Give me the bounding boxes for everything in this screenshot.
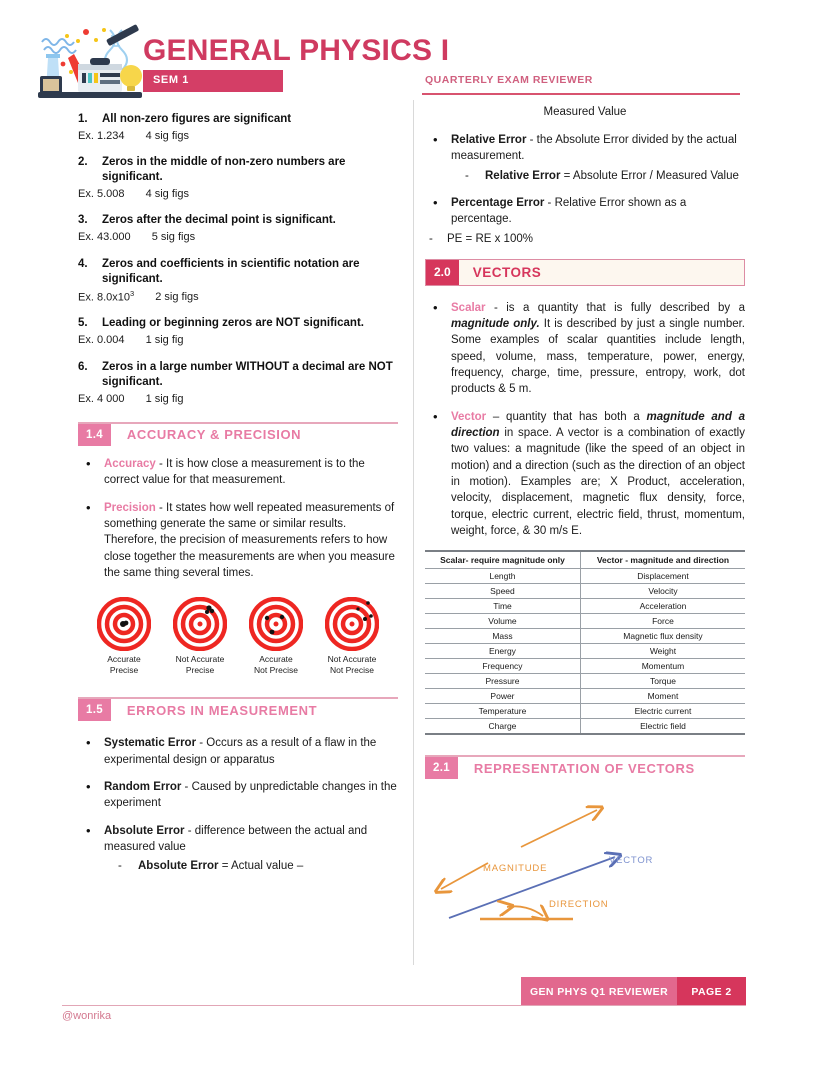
- cell-vector: Electric current: [580, 704, 745, 719]
- example-label: Ex.: [78, 188, 94, 201]
- section-header: [78, 699, 398, 721]
- sig-fig-rule: [78, 257, 398, 305]
- section-header: [78, 424, 398, 446]
- target-icon: [249, 597, 303, 651]
- scalar-text-b: It is described by just a single number. Some examples of scalar quantities include length, speed, volume, mass, temperature, power, energy, frequency, charge, time, pressure, entropy, work, dot products & 5 m.: [451, 317, 746, 396]
- vector-emphasis: magnitude and a direction: [451, 410, 745, 439]
- rule-number: 3.: [78, 214, 88, 227]
- item-text: the Absolute Error divided by the actual measurement.: [451, 134, 737, 163]
- cell-vector: Acceleration: [580, 599, 745, 614]
- item-text: Occurs as a result of a flaw in the experimental design or apparatus: [104, 737, 377, 766]
- section-header: [425, 757, 745, 779]
- example-figs: 4 sig figs: [145, 129, 189, 142]
- footer-reviewer-text: GEN PHYS Q1 REVIEWER: [529, 985, 669, 998]
- continued-text: Measured Value: [543, 106, 627, 118]
- sub-term: Absolute Error: [138, 860, 219, 873]
- example-label: Ex.: [78, 129, 94, 142]
- example-figs: 1 sig fig: [145, 334, 184, 347]
- item-text: difference between the actual and measured value: [104, 824, 368, 854]
- example-value: 1.234: [96, 129, 125, 142]
- example-label: Ex.: [78, 231, 94, 244]
- target-caption-line2: Precise: [185, 664, 215, 675]
- column-divider: [413, 100, 414, 965]
- sig-fig-rule: [78, 155, 398, 201]
- rule-text: Zeros after the decimal point is significant.: [102, 214, 336, 227]
- sub-text: = Absolute Error / Measured Value: [560, 169, 739, 182]
- cell-vector: Displacement: [580, 569, 745, 584]
- target-caption-line1: Not Accurate: [327, 654, 377, 665]
- term-precision: Precision: [104, 501, 156, 514]
- rule-example: [78, 230, 398, 244]
- term-relative-error: Relative Error: [451, 134, 527, 146]
- accuracy-precision-list: [78, 456, 398, 581]
- target-caption-line2: Precise: [109, 664, 139, 675]
- errors-list: [78, 735, 398, 874]
- example-value: 43.000: [96, 231, 131, 244]
- footer-reviewer-label: [521, 977, 677, 1006]
- term-accuracy: Accuracy: [104, 457, 156, 470]
- table-header-row: [425, 551, 745, 569]
- list-item: [78, 735, 398, 768]
- section-title: ACCURACY & PRECISION: [126, 427, 302, 443]
- item-text: It is how close a measurement is to the correct value for that measurement.: [104, 457, 365, 487]
- cell-scalar: Pressure: [425, 674, 580, 689]
- target-icon: [173, 597, 227, 651]
- vector-text-a: quantity that has both a: [506, 410, 647, 423]
- cell-vector: Velocity: [580, 584, 745, 599]
- scalar-emphasis: magnitude only.: [451, 317, 540, 330]
- section-number-badge: 2.1: [425, 757, 458, 779]
- cell-vector: Weight: [580, 644, 745, 659]
- term-separator: -: [181, 781, 192, 794]
- list-item: [425, 195, 745, 228]
- cell-vector: Torque: [580, 674, 745, 689]
- example-value: 0.004: [96, 334, 125, 347]
- term-separator: -: [526, 134, 537, 146]
- rule-number: 4.: [78, 257, 88, 270]
- target-diagram: [319, 597, 385, 675]
- target-caption-line1: Not Accurate: [175, 654, 225, 665]
- science-lab-illustration-icon: [34, 24, 150, 100]
- rule-number: 5.: [78, 317, 88, 330]
- section-title: ERRORS IN MEASUREMENT: [126, 702, 318, 718]
- footer-rule: [62, 1005, 746, 1006]
- term-percentage-error: Percentage Error: [451, 196, 545, 209]
- section-errors-in-measurement: [78, 697, 398, 874]
- reviewer-subtitle: QUARTERLY EXAM REVIEWER: [425, 74, 593, 86]
- cell-scalar: Time: [425, 599, 580, 614]
- header-rule: [422, 93, 740, 95]
- section-representation-of-vectors: [425, 755, 745, 930]
- sub-item: [104, 858, 398, 874]
- rule-text: Leading or beginning zeros are NOT significant.: [102, 317, 364, 330]
- footer-page-text: PAGE 2: [691, 985, 732, 998]
- scalar-vector-table: [425, 550, 745, 735]
- cell-scalar: Energy: [425, 644, 580, 659]
- section-header: [425, 259, 745, 286]
- table-row: [425, 629, 745, 644]
- target-diagram: [91, 597, 157, 675]
- cell-scalar: Frequency: [425, 659, 580, 674]
- example-value: 4 000: [96, 392, 125, 405]
- list-item: [78, 823, 398, 875]
- item-text: Relative Error shown as a percentage.: [451, 196, 687, 226]
- term-separator: -: [184, 824, 195, 837]
- error-definitions-list: [425, 132, 745, 228]
- label-magnitude: MAGNITUDE: [483, 863, 548, 875]
- section-number-badge: 2.0: [426, 260, 459, 285]
- sig-fig-rule: [78, 112, 398, 143]
- percentage-error-formula: PE = RE x 100%: [447, 232, 533, 245]
- sub-term: Relative Error: [485, 169, 561, 182]
- item-text: It states how well repeated measurements of something generate the same or similar results. Therefore, the precision of measurements refers to how close together the measurements are when you measure the same thing several times.: [104, 501, 395, 579]
- list-item: [425, 300, 745, 398]
- example-figs: 1 sig fig: [145, 392, 184, 405]
- example-value: 8.0x10: [96, 291, 130, 304]
- cell-vector: Moment: [580, 689, 745, 704]
- section-accuracy-precision: [78, 422, 398, 676]
- cell-vector: Electric field: [580, 719, 745, 735]
- table-header-scalar: Scalar- require magnitude only: [425, 551, 580, 569]
- rule-example: [78, 187, 398, 201]
- term-separator: -: [196, 737, 207, 750]
- sig-fig-rule: [78, 316, 398, 347]
- section-title: VECTORS: [472, 264, 542, 280]
- label-vector: VECTOR: [609, 855, 654, 867]
- rule-text: Zeros and coefficients in scientific notation are significant.: [102, 257, 360, 285]
- cell-scalar: Temperature: [425, 704, 580, 719]
- rule-example: [78, 392, 398, 406]
- sig-fig-rule: [78, 360, 398, 406]
- rule-text: All non-zero figures are significant: [102, 113, 292, 125]
- cell-scalar: Speed: [425, 584, 580, 599]
- target-diagram: [167, 597, 233, 675]
- vector-representation-diagram: [425, 785, 745, 930]
- example-value: 5.008: [96, 188, 125, 201]
- target-caption-line2: Not Precise: [330, 664, 374, 675]
- term-random-error: Random Error: [104, 781, 182, 794]
- rule-number: 6.: [78, 360, 88, 373]
- rule-example: [78, 333, 398, 347]
- table-row: [425, 719, 745, 735]
- label-direction: DIRECTION: [549, 899, 609, 911]
- table-row: [425, 599, 745, 614]
- table-row: [425, 704, 745, 719]
- list-item: [78, 456, 398, 489]
- footer-page-label: [677, 977, 746, 1006]
- list-item: [425, 409, 745, 540]
- sub-item: [451, 168, 745, 184]
- cell-vector: Force: [580, 614, 745, 629]
- semester-label: SEM 1: [153, 74, 190, 86]
- term-separator: –: [486, 410, 507, 423]
- sub-text: = Actual value –: [218, 860, 304, 873]
- list-item: [78, 500, 398, 582]
- target-icon: [325, 597, 379, 651]
- target-caption-line2: Not Precise: [254, 664, 298, 675]
- right-column: [425, 100, 745, 930]
- rule-text: Zeros in a large number WITHOUT a decimal are NOT significant.: [102, 360, 393, 388]
- sig-fig-rule: [78, 213, 398, 244]
- rule-example: [78, 129, 398, 143]
- target-caption-line1: Accurate: [107, 654, 141, 665]
- table-row: [425, 584, 745, 599]
- rule-number: 1.: [78, 113, 88, 125]
- table-row: [425, 659, 745, 674]
- term-scalar: Scalar: [451, 301, 486, 314]
- percentage-error-formula-wrap: - PE = RE x 100%: [429, 232, 533, 245]
- cell-vector: Momentum: [580, 659, 745, 674]
- cell-scalar: Mass: [425, 629, 580, 644]
- cell-scalar: Power: [425, 689, 580, 704]
- rule-example: [78, 289, 398, 305]
- cell-scalar: Charge: [425, 719, 580, 735]
- accuracy-precision-targets-figure: [78, 597, 398, 675]
- example-label: Ex.: [78, 334, 94, 347]
- section-vectors: [425, 259, 745, 736]
- example-exponent: 3: [130, 288, 135, 298]
- table-header-vector: Vector - magnitude and direction: [580, 551, 745, 569]
- example-label: Ex.: [78, 392, 94, 405]
- cell-scalar: Length: [425, 569, 580, 584]
- table-row: [425, 674, 745, 689]
- list-item: [78, 779, 398, 812]
- section-number-badge: 1.4: [78, 424, 111, 446]
- example-label: Ex.: [78, 291, 94, 304]
- term-systematic-error: Systematic Error: [104, 737, 197, 750]
- item-text: Caused by unpredictable changes in the experiment: [104, 781, 397, 810]
- table-row: [425, 614, 745, 629]
- page-title: GENERAL PHYSICS I: [143, 34, 450, 67]
- list-item: [425, 132, 745, 184]
- footer-badge: [521, 977, 746, 1006]
- example-figs: 2 sig figs: [155, 291, 199, 304]
- example-figs: 5 sig figs: [151, 231, 196, 244]
- section-number-badge: 1.5: [78, 699, 111, 721]
- target-caption-line1: Accurate: [259, 654, 293, 665]
- vectors-definitions-list: [425, 300, 745, 540]
- term-separator: -: [155, 501, 167, 514]
- table-row: [425, 689, 745, 704]
- vector-text-b: in space. A vector is a combination of exactly two values: a magnitude (like the speed of an object in motion) and a direction (such as the direction of an object in motion). Examples are; X Product, acceleration, velocity, displacement, magnetic flux density, force, torque, electric current, electric field, thrust, momentum, weight, force, & 30 m/s E.: [451, 426, 745, 537]
- cell-vector: Magnetic flux density: [580, 629, 745, 644]
- example-figs: 4 sig figs: [145, 188, 189, 201]
- term-vector: Vector: [451, 410, 487, 423]
- section-title: REPRESENTATION OF VECTORS: [473, 760, 695, 776]
- table-row: [425, 644, 745, 659]
- author-handle: @wonrika: [62, 1010, 112, 1022]
- term-absolute-error: Absolute Error: [104, 824, 185, 837]
- rule-number: 2.: [78, 156, 88, 169]
- page-header: [0, 0, 828, 100]
- rule-text: Zeros in the middle of non-zero numbers are significant.: [102, 156, 346, 184]
- target-diagram: [243, 597, 309, 675]
- term-separator: -: [485, 301, 507, 314]
- cell-scalar: Volume: [425, 614, 580, 629]
- term-separator: -: [155, 457, 167, 470]
- term-separator: -: [544, 196, 555, 209]
- left-column: [78, 112, 398, 886]
- table-row: [425, 569, 745, 584]
- scalar-text-a: is a quantity that is fully described by a: [506, 301, 745, 314]
- target-icon: [97, 597, 151, 651]
